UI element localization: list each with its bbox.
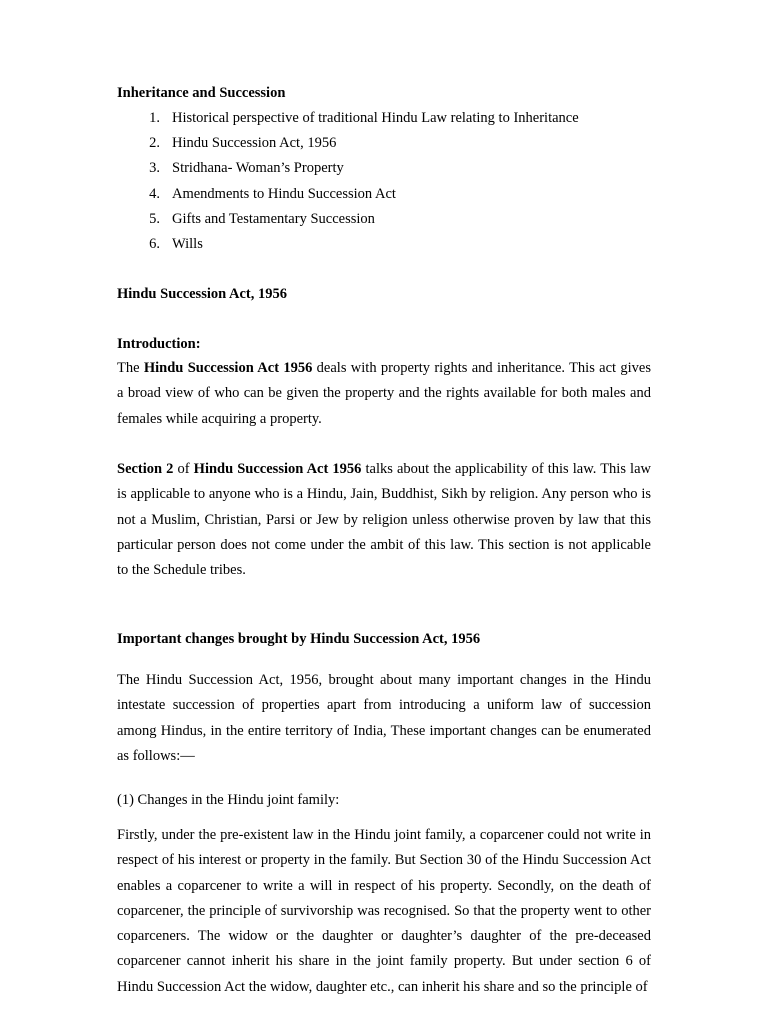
list-item-number: 4. <box>149 185 160 202</box>
contents-title: Inheritance and Succession <box>117 85 286 101</box>
contents-list <box>117 109 651 260</box>
intro-act-name: Hindu Succession Act 1956 <box>143 360 313 376</box>
list-item-text: Amendments to Hindu Succession Act <box>172 185 396 202</box>
introduction-paragraph <box>117 356 651 432</box>
list-item-text: Gifts and Testamentary Succession <box>172 210 375 227</box>
intro-rest-text: deals with property rights and inheritance. This act gives a broad view of who can be given the property and the rights available for both males and females while acquiring a property. <box>117 360 652 427</box>
list-item-text: Historical perspective of traditional Hindu Law relating to Inheritance <box>172 110 579 126</box>
list-item <box>117 134 651 159</box>
list-item <box>117 235 651 260</box>
list-item <box>117 159 651 184</box>
list-item-number: 1. <box>149 110 160 126</box>
list-item <box>117 109 651 134</box>
contents-section <box>117 84 651 260</box>
intro-lead-text: The <box>117 360 144 376</box>
introduction-heading: Introduction: <box>117 336 201 352</box>
changes-paragraph: The Hindu Succession Act, 1956, brought about many important changes in the Hindu intestate succession of properties apart from introducing a uniform law of succession among Hindus, in the entire territory of India, These important changes can be enumerated as follows:— <box>117 672 651 764</box>
joint-family-paragraph: Firstly, under the pre-existent law in the Hindu joint family, a coparcener could not write in respect of his interest or property in the family. But Section 30 of the Hindu Succession Act enables a coparcener to write a will in respect of his property. Secondly, on the death of coparcener, the principle of survivorship was recognised. So that the property went to other coparceners. The widow or the daughter or daughter’s daughter of the pre-deceased coparcener cannot inherit his share in the joint family property. But under section 6 of Hindu Succession Act the widow, daughter etc., can inherit his share and so the principle of <box>117 827 651 995</box>
section2-paragraph <box>117 457 651 583</box>
list-item-number: 6. <box>149 235 160 252</box>
list-item <box>117 185 651 210</box>
list-item-text: Hindu Succession Act, 1956 <box>172 135 337 152</box>
list-item-number: 3. <box>149 160 160 177</box>
joint-family-subheading: (1) Changes in the Hindu joint family: <box>117 792 340 808</box>
list-item-text: Wills <box>172 235 203 252</box>
section2-label: Section 2 <box>117 461 174 477</box>
section2-rest-text: talks about the applicability of this law. This law is applicable to anyone who is a Hindu, Jain, Buddhist, Sikh by religion. Any person who is not a Muslim, Christian, Parsi or Jew by religion unless otherwise proven by law that this particular person does not come under the ambit of this law. This section is not applicable to the Schedule tribes. <box>117 461 651 579</box>
section-title: Hindu Succession Act, 1956 <box>117 286 287 302</box>
list-item-number: 5. <box>149 210 160 227</box>
section2-act-name: Hindu Succession Act 1956 <box>193 461 362 477</box>
list-item-text: Stridhana- Woman’s Property <box>172 160 344 177</box>
section2-of: of <box>173 461 194 477</box>
list-item-number: 2. <box>149 135 160 152</box>
changes-heading: Important changes brought by Hindu Succession Act, 1956 <box>117 631 481 647</box>
list-item <box>117 210 651 235</box>
